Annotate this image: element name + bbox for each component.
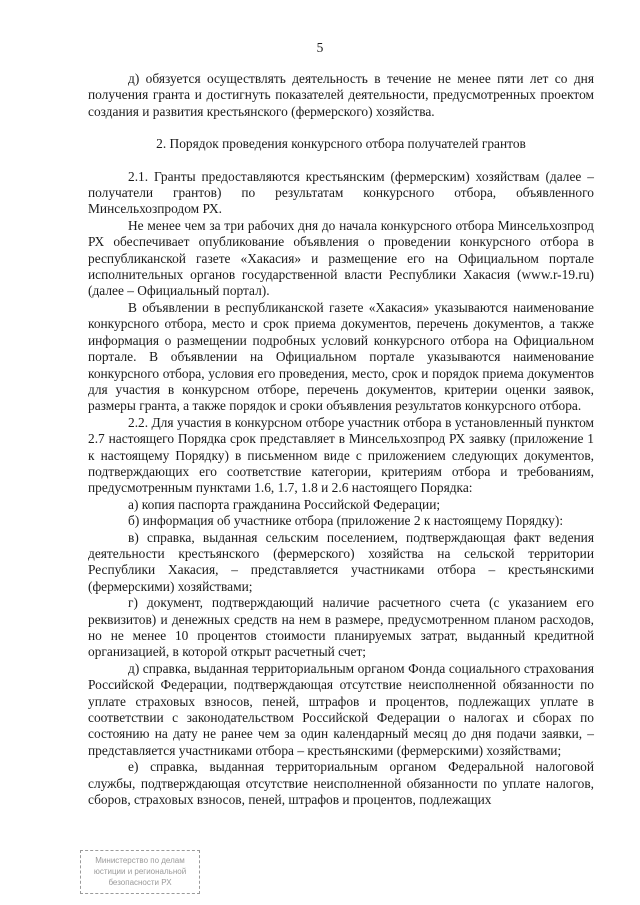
stamp-line: юстиции и региональной — [93, 867, 187, 876]
list-item-e: е) справка, выданная территориальным органом Федеральной налоговой службы, подтверждающая отсутствие неисполненной обязанности по уплате налогов, сборов, страховых взносов, пеней, штрафов и процентов, подлежащих — [88, 759, 594, 808]
registration-stamp — [80, 850, 200, 894]
list-item-v: в) справка, выданная сельским поселением, подтверждающая факт ведения деятельности крестьянского (фермерского) хозяйства на сельской территории Республики Хакасия, – представляется участниками отбора – крестьянскими (фермерскими) хозяйствами; — [88, 529, 594, 594]
stamp-line: Министерство по делам — [95, 856, 185, 865]
paragraph-announcement: Не менее чем за три рабочих дня до начала конкурсного отбора Минсельхозпрод РХ обеспечивает опубликование объявления о проведении конкурсного отбора в республиканской газете «Хакасия» и размещение его на Официальном портале исполнительных органов государственной власти Республики Хакасия (www.r-19.ru) (далее – Официальный портал). — [88, 217, 594, 299]
list-item-b: б) информация об участнике отбора (приложение 2 к настоящему Порядку): — [128, 513, 564, 529]
paragraph-announcement-contents: В объявлении в республиканской газете «Хакасия» указываются наименование конкурсного отбора, место и срок приема документов, перечень документов, а также информация о размещении подробных условий конкурсного отбора на Официальном портале. В объявлении на Официальном портале указываются наименование конкурсного отбора, условия его проведения, место, срок и порядок приема документов для участия в конкурсном отборе, перечень документов, критерии оценки заявок, размеры гранта, а также порядок и сроки объявления результатов конкурсного отбора. — [88, 299, 594, 414]
list-item-g: г) документ, подтверждающий наличие расчетного счета (с указанием его реквизитов) и денежных средств на нем в размере, предусмотренном планом расходов, но не менее 10 процентов стоимости планируемых затрат, выданный кредитной организацией, в которой открыт расчетный счет; — [88, 595, 594, 660]
list-item-a: а) копия паспорта гражданина Российской Федерации; — [128, 496, 441, 512]
section-heading: 2. Порядок проведения конкурсного отбора получателей грантов — [156, 136, 526, 152]
page-number: 5 — [316, 40, 324, 55]
paragraph-2-2: 2.2. Для участия в конкурсном отборе участник отбора в установленный пунктом 2.7 настоящего Порядка срок представляет в Минсельхозпрод РХ заявку (приложение 1 к настоящему Порядку) в письменном виде с приложением следующих документов, подтверждающих его соответствие категории, критериям отбора и требованиям, предусмотренным пунктами 1.6, 1.7, 1.8 и 2.6 настоящего Порядка: — [88, 414, 594, 496]
list-item-d: д) справка, выданная территориальным органом Фонда социального страхования Российской Федерации, подтверждающая отсутствие неисполненной обязанности по уплате страховых взносов, пеней, штрафов и процентов, подлежащих уплате в соответствии с законодательством Российской Федерации о налогах и сборах по состоянию на дату не ранее чем за один календарный месяц до дня подачи заявки, – представляется участниками отбора – крестьянскими (фермерскими) хозяйствами; — [88, 660, 594, 758]
stamp-line: безопасности РХ — [108, 878, 172, 887]
paragraph-d-obligation: д) обязуется осуществлять деятельность в течение не менее пяти лет со дня получения гранта и достигнуть показателей деятельности, предусмотренных проектом создания и развития крестьянского (фермерского) хозяйства. — [88, 71, 594, 119]
document-body — [88, 71, 594, 808]
paragraph-2-1: 2.1. Гранты предоставляются крестьянским (фермерским) хозяйствам (далее – получатели грантов) по результатам конкурсного отбора, объявленного Минсельхозпродом РХ. — [88, 168, 594, 217]
